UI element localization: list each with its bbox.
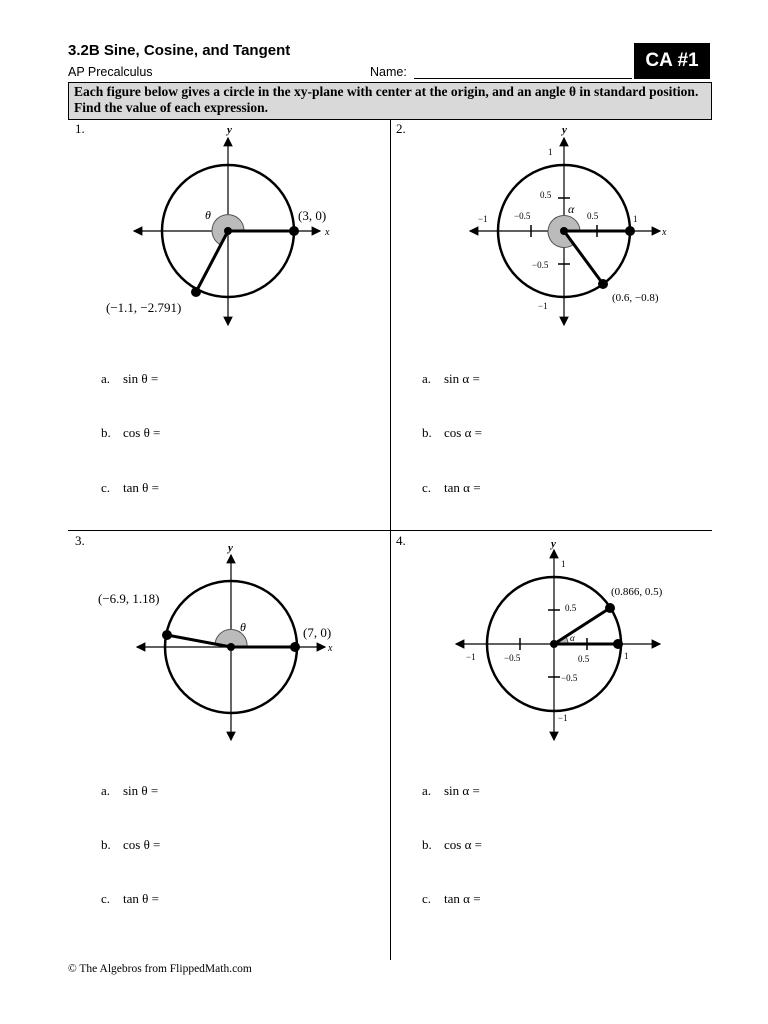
start-point (613, 639, 623, 649)
end-point-label: (−6.9, 1.18) (98, 591, 160, 606)
end-point-label: (0.6, −0.8) (612, 292, 659, 304)
start-point-label: (7, 0) (303, 625, 332, 640)
problem-1-figure (106, 118, 350, 333)
y-axis-label: y (227, 124, 232, 136)
y-tick-label: 0.5 (540, 190, 552, 200)
instructions-box: Each figure below gives a circle in the xy-plane with center at the origin, and an angle θ in standard position. Find the value of each expression. (68, 82, 712, 120)
x-tick-label: 0.5 (578, 654, 590, 664)
y-axis-label: y (562, 124, 567, 136)
y-tick-label: 1 (548, 147, 553, 157)
problem-1-number: 1. (75, 121, 85, 136)
end-point (191, 287, 201, 297)
problem-2-number: 2. (396, 121, 406, 136)
problem-3-number: 3. (75, 533, 85, 548)
end-point (598, 279, 608, 289)
start-point-label: (3, 0) (298, 208, 327, 223)
question-2b: b. cos α = (422, 425, 482, 440)
origin-point (550, 640, 558, 648)
question-3c: c. tan θ = (101, 891, 159, 906)
x-axis-label: x (652, 639, 657, 650)
worksheet-title: 3.2B Sine, Cosine, and Tangent (68, 42, 291, 59)
origin-point (227, 643, 235, 651)
x-tick-label: 1 (633, 214, 638, 224)
start-point (289, 226, 299, 236)
question-3a: a. sin θ = (101, 783, 159, 798)
problem-4-figure (450, 535, 700, 745)
name-line[interactable] (414, 78, 632, 79)
x-tick-label: 1 (624, 651, 629, 661)
terminal-side (564, 231, 603, 284)
end-point (605, 603, 615, 613)
end-point (162, 630, 172, 640)
question-1a: a. sin θ = (101, 371, 159, 386)
y-tick-label: −1 (558, 713, 568, 723)
angle-label: α (570, 633, 575, 643)
name-label: Name: (370, 65, 407, 79)
angle-label: α (568, 202, 575, 216)
y-tick-label: −1 (538, 301, 548, 311)
x-tick-label: −0.5 (504, 653, 521, 663)
question-3b: b. cos θ = (101, 837, 161, 852)
start-point (625, 226, 635, 236)
y-tick-label: 1 (561, 559, 566, 569)
origin-point (560, 227, 568, 235)
problem-2-figure (460, 118, 700, 333)
x-axis-label: x (325, 227, 330, 238)
question-4b: b. cos α = (422, 837, 482, 852)
origin-point (224, 227, 232, 235)
angle-label: θ (205, 208, 211, 222)
horizontal-divider (68, 530, 712, 531)
y-tick-label: 0.5 (565, 603, 577, 613)
footer-credit: © The Algebros from FlippedMath.com (68, 963, 252, 975)
x-tick-label: −1 (466, 652, 476, 662)
end-point-label: (0.866, 0.5) (611, 586, 663, 598)
question-4a: a. sin α = (422, 783, 480, 798)
question-1c: c. tan θ = (101, 480, 159, 495)
start-point (290, 642, 300, 652)
problem-3-figure (90, 535, 360, 745)
y-axis-label: y (551, 538, 556, 550)
question-2c: c. tan α = (422, 480, 481, 495)
x-tick-label: 0.5 (587, 211, 599, 221)
question-1b: b. cos θ = (101, 425, 161, 440)
problem-4-number: 4. (396, 533, 406, 548)
vertical-divider (390, 120, 391, 960)
x-axis-label: x (328, 643, 333, 654)
end-point-label: (−1.1, −2.791) (106, 300, 182, 315)
assignment-badge: CA #1 (634, 43, 710, 79)
x-axis-label: x (662, 227, 667, 238)
y-tick-label: −0.5 (532, 260, 549, 270)
terminal-side (554, 608, 610, 644)
terminal-side (196, 231, 228, 292)
question-2a: a. sin α = (422, 371, 480, 386)
question-4c: c. tan α = (422, 891, 481, 906)
x-tick-label: −1 (478, 214, 488, 224)
y-axis-label: y (228, 542, 233, 554)
angle-label: θ (240, 620, 246, 634)
x-tick-label: −0.5 (514, 211, 531, 221)
y-tick-label: −0.5 (561, 673, 578, 683)
course-name: AP Precalculus (68, 65, 153, 79)
